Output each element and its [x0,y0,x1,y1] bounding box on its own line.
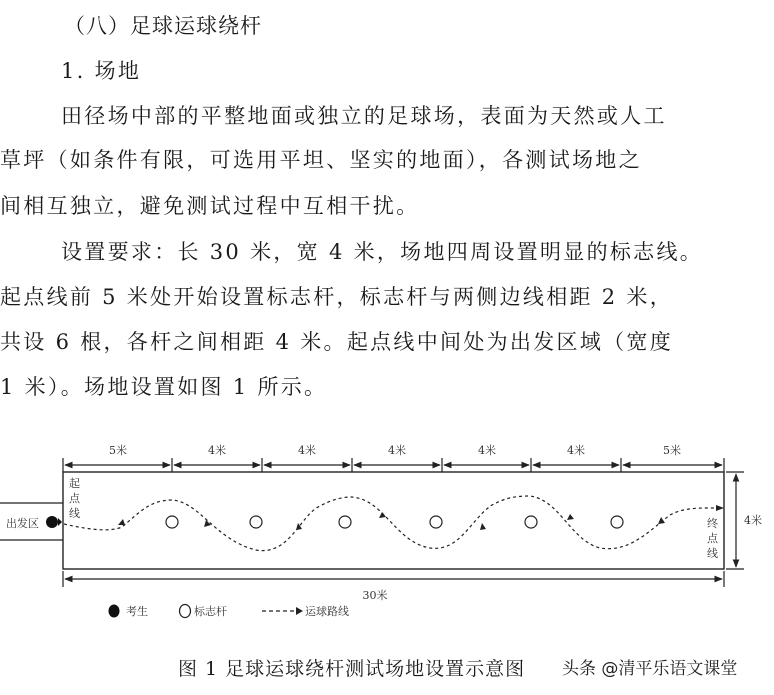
segment-label: 4米 [208,444,226,457]
field-boundary [63,472,724,569]
paragraph-2-line-1: 设置要求：长 30 米，宽 4 米，场地四周设置明显的标志线。 [61,240,704,264]
pole-icon [166,516,178,528]
pole-icon [250,516,262,528]
paragraph-1-line-3: 间相互独立，避免测试过程中互相干扰。 [0,194,420,218]
route-arrows [118,505,724,530]
segment-label: 5米 [663,444,681,457]
length-dimension [63,571,724,587]
segment-label: 4米 [388,444,406,457]
legend-player-icon [109,605,120,618]
pole-icon [430,516,442,528]
paragraph-1-line-1: 田径场中部的平整地面或独立的足球场，表面为天然或人工 [61,104,667,128]
player-icon [46,516,58,528]
segment-label: 4米 [478,444,496,457]
legend [109,604,350,618]
start-line-label-2: 点 [69,492,80,505]
paragraph-2-line-4: 1 米）。场地设置如图 1 所示。 [0,375,328,399]
section-title: （八）足球运球绕杆 [64,14,262,38]
segment-label: 5米 [109,444,127,457]
start-line-label-1: 起 [69,477,80,490]
finish-line-label-1: 终 [707,517,718,530]
pole-icon [611,516,623,528]
paragraph-1-line-2: 草坪（如条件有限，可选用平坦、坚实的地面），各测试场地之 [0,148,642,172]
watermark: 头条 @清平乐语文课堂 [562,659,738,679]
segment-dimension-arrows [63,458,724,472]
subsection-title: 1. 场地 [61,59,142,83]
field-diagram [0,430,774,645]
legend-player-label: 考生 [126,605,148,618]
start-line-label-3: 线 [69,507,80,520]
figure-caption: 图 1 足球运球绕杆测试场地设置示意图 [178,658,526,680]
legend-route-label: 运球路线 [305,605,349,618]
segment-label: 4米 [298,444,316,457]
finish-line-label-2: 点 [707,532,718,545]
finish-line-label-3: 线 [707,547,718,560]
start-zone-label: 出发区 [6,517,39,530]
paragraph-2-line-2: 起点线前 5 米处开始设置标志杆，标志杆与两侧边线相距 2 米， [0,285,674,309]
pole-icon [525,516,537,528]
width-label: 4米 [744,514,762,527]
pole-icon [339,516,351,528]
paragraph-2-line-3: 共设 6 根，各杆之间相距 4 米。起点线中间处为出发区域（宽度 [0,330,674,354]
width-dimension [726,472,744,569]
segment-label: 4米 [567,444,585,457]
length-label: 30米 [362,589,388,602]
segment-labels [109,443,681,457]
legend-pole-label: 标志杆 [194,605,227,618]
legend-pole-icon [180,605,191,618]
